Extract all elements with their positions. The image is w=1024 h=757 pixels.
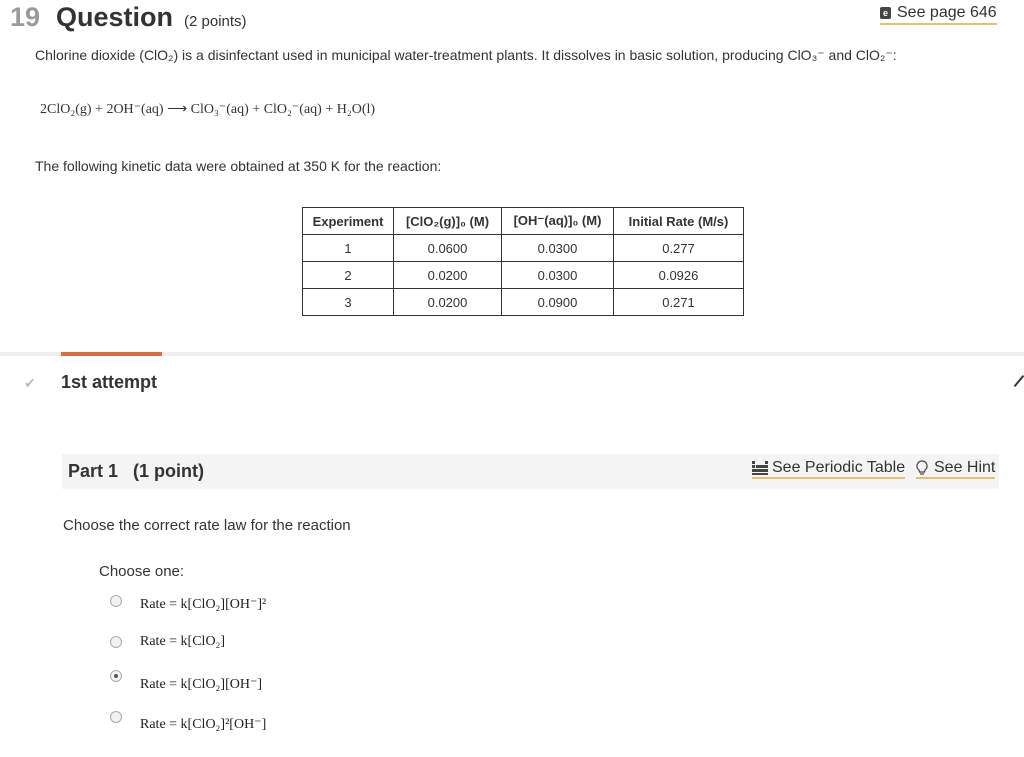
table-cell: 0.0300: [502, 235, 614, 262]
table-cell: 0.0200: [394, 289, 502, 316]
table-cell: 0.271: [614, 289, 744, 316]
option-label[interactable]: Rate = k[ClO₂]²[OH⁻]: [140, 717, 267, 732]
reaction-equation: 2ClO₂(g) + 2OH⁻(aq) ⟶ ClO₃⁻(aq) + ClO₂⁻(aq) + H₂O(l): [40, 102, 376, 117]
table-row: [303, 235, 744, 262]
option-radio[interactable]: [110, 595, 122, 607]
question-title: Question: [56, 2, 174, 32]
table-cell: 0.0900: [502, 289, 614, 316]
part-prompt: Choose the correct rate law for the reaction: [63, 517, 351, 534]
table-row: [303, 289, 744, 316]
kinetic-data-table: [302, 207, 744, 316]
part-points: (1 point): [133, 461, 205, 481]
table-cell: 3: [303, 289, 394, 316]
lightbulb-icon: [916, 460, 928, 476]
edge-mark: [1014, 375, 1024, 387]
see-page-link[interactable]: [880, 4, 997, 25]
option-radio-selected[interactable]: [110, 670, 122, 682]
periodic-table-label: See Periodic Table: [772, 459, 906, 476]
kinetic-intro: The following kinetic data were obtained at 350 K for the reaction:: [35, 158, 442, 174]
attempt-label: 1st attempt: [61, 372, 158, 392]
see-periodic-table-link[interactable]: [752, 459, 905, 479]
question-points: (2 points): [184, 13, 247, 30]
choose-one-label: Choose one:: [99, 563, 185, 580]
ebook-icon: e: [880, 7, 891, 19]
table-cell: 1: [303, 235, 394, 262]
question-number: 19: [10, 2, 41, 32]
table-header-cell: [OH⁻(aq)]₀ (M): [502, 208, 614, 235]
option-label[interactable]: Rate = k[ClO₂][OH⁻]: [140, 677, 263, 692]
table-cell: 0.277: [614, 235, 744, 262]
table-cell: 0.0200: [394, 262, 502, 289]
table-header-row: [303, 208, 744, 235]
table-row: [303, 262, 744, 289]
part-title: [68, 461, 204, 482]
periodic-table-icon: [752, 461, 768, 475]
table-cell: 0.0300: [502, 262, 614, 289]
table-cell: 0.0600: [394, 235, 502, 262]
attempt-progress-accent: [61, 352, 162, 356]
table-cell: 2: [303, 262, 394, 289]
see-page-label: See page 646: [897, 4, 997, 21]
option-label[interactable]: Rate = k[ClO₂]: [140, 634, 226, 649]
table-header-cell: Experiment: [303, 208, 394, 235]
table-cell: 0.0926: [614, 262, 744, 289]
table-header-cell: [ClO₂(g)]₀ (M): [394, 208, 502, 235]
see-hint-link[interactable]: [916, 459, 995, 479]
option-label[interactable]: Rate = k[ClO₂][OH⁻]²: [140, 597, 267, 612]
table-header-cell: Initial Rate (M/s): [614, 208, 744, 235]
option-radio[interactable]: [110, 636, 122, 648]
part-title-label: Part 1: [68, 461, 119, 481]
chevron-down-icon[interactable]: ✔: [24, 375, 36, 391]
hint-label: See Hint: [934, 459, 996, 476]
problem-intro: Chlorine dioxide (ClO₂) is a disinfectant used in municipal water-treatment plants. It dissolves in basic solution, producing ClO₃⁻ and ClO₂⁻:: [35, 47, 897, 63]
option-radio[interactable]: [110, 711, 122, 723]
